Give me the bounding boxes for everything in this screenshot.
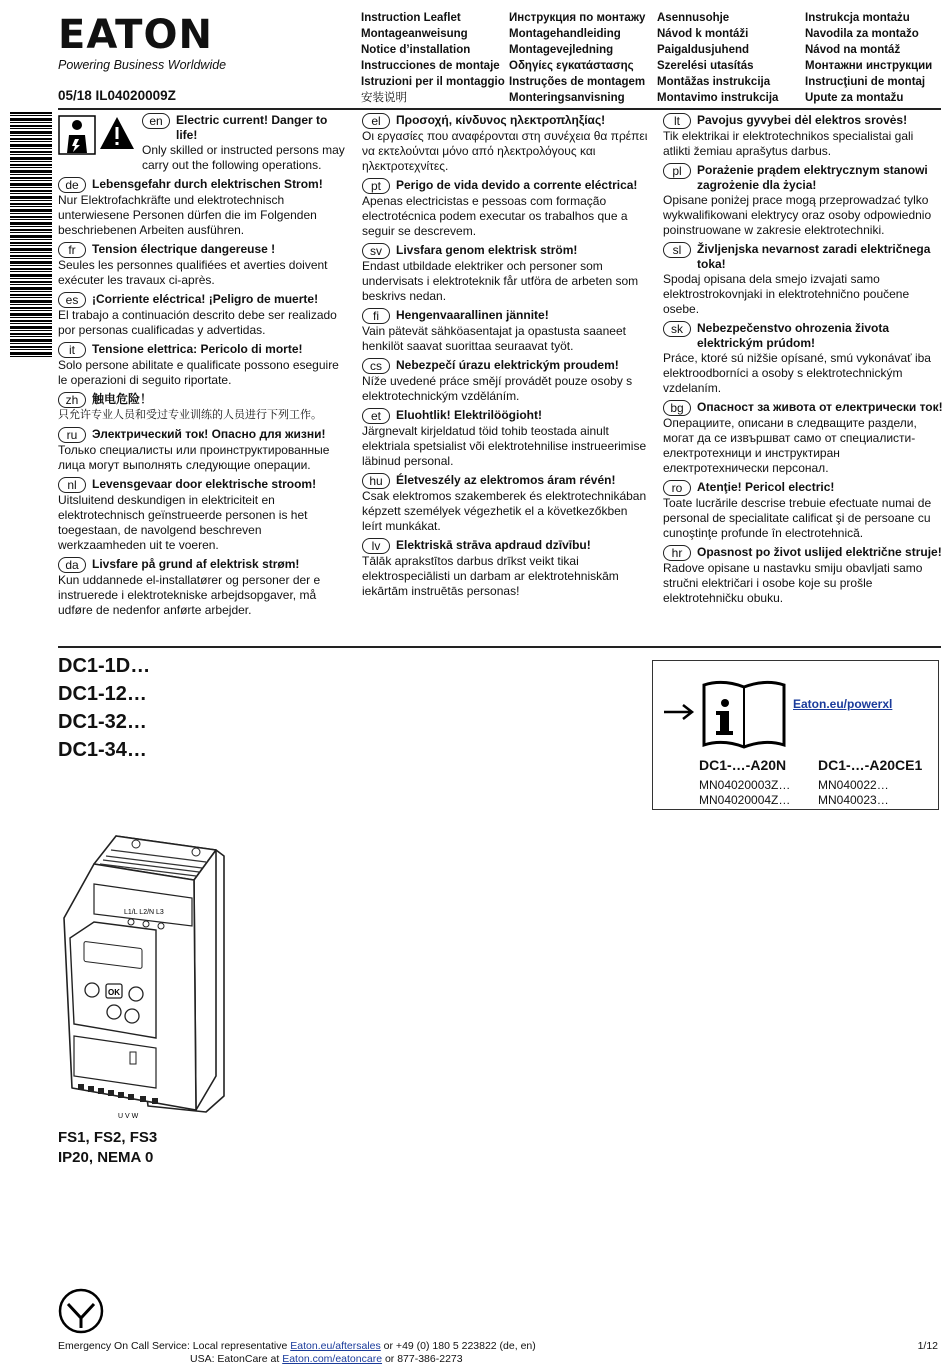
warning-body: Järgnevalt kirjeldatud töid tohib teostada ainult elektriala spetsialist või elektrotehnilise instrueerimise läbinud personal.: [362, 424, 647, 468]
title-column-1: [361, 10, 505, 106]
model-list: [58, 652, 150, 764]
eaton-logo: EATON: [58, 12, 213, 58]
warning-body: Tālāk aprakstītos darbus drīkst veikt tikai elektrospeciālisti un darbam ar elektrotehniskām iekārtām instruētās personas!: [362, 554, 619, 598]
lang-badge-sl: sl: [663, 242, 691, 258]
title-lt: Montavimo instrukcija: [657, 92, 779, 104]
warning-heading: Elektriskā strāva apdraud dzīvību!: [396, 538, 591, 552]
manual-code: MN04020003Z…: [699, 778, 791, 792]
warning-heading: ¡Corriente eléctrica! ¡Peligro de muerte!: [92, 292, 319, 306]
footer-text: or 877-386-2273: [382, 1353, 463, 1365]
lang-badge-zh: zh: [58, 392, 86, 408]
title-zh: 安装说明: [361, 92, 407, 104]
title-pl: Instrukcja montażu: [805, 12, 910, 24]
lang-badge-it: it: [58, 342, 86, 358]
bottom-terminal-labels: U V W: [118, 1113, 139, 1120]
manual-code: MN040022…: [818, 778, 889, 792]
lang-badge-hu: hu: [362, 473, 390, 489]
manual-code: MN04020004Z…: [699, 793, 791, 807]
warning-body: Spodaj opisana dela smejo izvajati samo elektrostrokovnjaki in elektrotehnično poučene osebe.: [663, 272, 910, 316]
warning-column-2: [362, 113, 650, 603]
lang-badge-de: de: [58, 177, 86, 193]
certification-mark-icon: [58, 1288, 104, 1334]
frame-sizes: [58, 1128, 157, 1168]
warning-body: Apenas electricistas e pessoas com formação electrotécnica podem executar os trabalhos que a seguir se descrevem.: [362, 194, 628, 238]
model-item: DC1-12…: [58, 683, 147, 705]
barcode: [10, 112, 52, 358]
lang-badge-hr: hr: [663, 545, 691, 561]
warning-body: Opisane poniżej prace mogą przeprowadzać tylko wykwalifikowani elektrycy oraz osoby odpowiednio poinstruowane w zakresie elektrotechniki.: [663, 193, 932, 237]
title-el: Οδηγίες εγκατάστασης: [509, 60, 634, 72]
header-rule: [58, 108, 941, 110]
warning-heading: 触电危险！: [92, 392, 153, 406]
warning-icons: [58, 115, 136, 173]
warning-fi: [362, 308, 650, 354]
title-hr: Upute za montažu: [805, 92, 904, 104]
variant-title: DC1-…-A20N: [699, 757, 787, 773]
warning-body: Níže uvedené práce smějí provádět pouze osoby s elektrotechnickým vzděláním.: [362, 374, 633, 403]
warning-bg: [663, 400, 943, 476]
warning-sv: [362, 243, 650, 304]
warning-ro: [663, 480, 943, 541]
warning-heading: Электрический ток! Опасно для жизни!: [92, 427, 326, 441]
warning-body: Toate lucrările descrise trebuie efectuate numai de personal de specialitate calificat şi de persoane cu cunoştinţe profunde în electrotehnică.: [663, 496, 932, 540]
title-de: Montageanweisung: [361, 28, 468, 40]
warning-heading: Hengenvaarallinen jännite!: [396, 308, 549, 322]
footer-text: or +49 (0) 180 5 223822 (de, en): [380, 1340, 536, 1352]
warning-body: Tik elektrikai ir elektrotechnikos specialistai gali atlikti žemiau aprašytus darbus.: [663, 129, 914, 158]
warning-nl: [58, 477, 348, 553]
variant-title: DC1-…-A20CE1: [818, 757, 923, 773]
title-column-2: [509, 10, 645, 106]
warning-en: [58, 113, 348, 173]
warning-heading: Nebezpečí úrazu elektrickým proudem!: [396, 358, 619, 372]
lang-badge-lt: lt: [663, 113, 691, 129]
title-hu: Szerelési utasítás: [657, 60, 754, 72]
warning-ru: [58, 427, 348, 473]
warning-lv: [362, 538, 650, 599]
lang-badge-sv: sv: [362, 243, 390, 259]
warning-heading: Nebezpečenstvo ohrozenia života elektrickým prúdom!: [697, 321, 890, 350]
model-item: DC1-34…: [58, 739, 147, 761]
warning-heading: Atenţie! Pericol electric!: [697, 480, 835, 494]
title-it: Istruzioni per il montaggio: [361, 76, 505, 88]
lang-badge-cs: cs: [362, 358, 390, 374]
lang-badge-en: en: [142, 113, 170, 129]
document-number: 05/18 IL04020009Z: [58, 88, 176, 103]
warning-lt: [663, 113, 943, 159]
brand-tagline: Powering Business Worldwide: [58, 58, 227, 72]
warning-heading: Livsfare på grund af elektrisk strøm!: [92, 557, 300, 571]
warning-body: Solo persone abilitate e qualificate possono eseguire le operazioni di seguito riportate.: [58, 358, 339, 387]
title-ro: Instrucţiuni de montaj: [805, 76, 926, 88]
warning-es: [58, 292, 348, 338]
lang-badge-da: da: [58, 557, 86, 573]
warning-hu: [362, 473, 650, 534]
frame-size-text: FS1, FS2, FS3: [58, 1129, 158, 1146]
documentation-box: [652, 660, 939, 810]
title-pt: Instruções de montagem: [509, 76, 646, 88]
model-item: DC1-1D…: [58, 655, 151, 677]
warning-heading: Pavojus gyvybei dėl elektros srovės!: [697, 113, 908, 127]
title-lv: Montāžas instrukcija: [657, 76, 771, 88]
footer: [58, 1340, 946, 1366]
warning-column-3: [663, 113, 943, 610]
ok-key-label: OK: [108, 988, 120, 997]
page-number: 1/12: [917, 1340, 938, 1352]
lang-badge-ro: ro: [663, 480, 691, 496]
warning-body: Vain pätevät sähköasentajat ja opastusta saaneet henkilöt saavat suorittaa seuraavat työt.: [362, 324, 626, 353]
warning-heading: Lebensgefahr durch elektrischen Strom!: [92, 177, 323, 191]
warning-heading: Levensgevaar door elektrische stroom!: [92, 477, 317, 491]
warning-sl: [663, 242, 943, 317]
warning-body: Csak elektromos szakemberek és elektrotechnikában képzett személyek végezhetik el a következőkben leírt munkákat.: [362, 489, 647, 533]
warning-body: Kun uddannede el-installatører og personer der e instruerede i elektrotekniske arbejdsopgaver, må udføre de nedenfor anførte arbejder.: [58, 573, 321, 617]
warning-heading: Tension électrique dangereuse !: [92, 242, 276, 256]
aftersales-link[interactable]: Eaton.eu/aftersales: [290, 1340, 381, 1352]
warning-heading: Opasnost po život uslijed električne struje!: [697, 545, 942, 559]
warning-heading: Tensione elettrica: Pericolo di morte!: [92, 342, 303, 356]
lang-badge-fr: fr: [58, 242, 86, 258]
warning-zh: [58, 392, 348, 423]
eatoncare-link[interactable]: Eaton.com/eatoncare: [282, 1353, 383, 1365]
warning-body: Uitsluitend deskundigen in elektriciteit en elektrotechnisch geïnstrueerde personen is het toegestaan, de navolgend beschreven werkzaamheden uit te voeren.: [58, 493, 308, 552]
warning-heading: Опасност за живота от електрически ток!: [697, 400, 943, 414]
title-en: Instruction Leaflet: [361, 12, 461, 24]
warning-column-1: [58, 113, 348, 622]
warning-it: [58, 342, 348, 388]
title-sv: Monteringsanvisning: [509, 92, 625, 104]
warning-body: Οι εργασίες που αναφέρονται στη συνέχεια θα πρέπει να εκτελούνται μόνο από ηλεκτρολόγους και ηλεκτροτεχνίτες.: [362, 129, 648, 173]
manual-book-icon: [701, 677, 787, 749]
title-nl: Montagehandleiding: [509, 28, 621, 40]
warning-body: Только специалисты или проинструктированные лица могут выполнять следующие операции.: [58, 443, 330, 472]
warning-body: Nur Elektrofachkräfte und elektrotechnisch unterwiesene Personen dürfen die im Folgenden beschriebenen Arbeiten ausführen.: [58, 193, 317, 237]
warning-heading: Életveszély az elektromos áram révén!: [396, 473, 616, 487]
lang-badge-et: et: [362, 408, 390, 424]
warning-body: Práce, ktoré sú nižšie opísané, smú vykonávať iba elektroodborníci a osoby s elektrotechnickým vzdelaním.: [663, 351, 931, 395]
warning-heading: Προσοχή, κίνδυνος ηλεκτροπληξίας!: [396, 113, 606, 127]
warning-heading: Življenjska nevarnost zaradi električnega toka!: [697, 242, 931, 271]
section-rule: [58, 646, 941, 648]
footer-text: USA: EatonCare at: [190, 1353, 283, 1365]
lang-badge-nl: nl: [58, 477, 86, 493]
lang-badge-el: el: [362, 113, 390, 129]
lang-badge-pl: pl: [663, 163, 691, 179]
title-sl: Navodila za montažo: [805, 28, 919, 40]
title-fi: Asennusohje: [657, 12, 730, 24]
lang-badge-ru: ru: [58, 427, 86, 443]
title-cs: Návod k montáži: [657, 28, 749, 40]
brand-block: [58, 14, 238, 72]
title-column-4: [805, 10, 932, 106]
warning-body: Seules les personnes qualifiées et averties doivent exécuter les travaux ci-après.: [58, 258, 328, 287]
warning-heading: Livsfara genom elektrisk ström!: [396, 243, 578, 257]
warning-cs: [362, 358, 650, 404]
warning-heading: Porażenie prądem elektrycznym stanowi zagrożenie dla życia!: [697, 163, 928, 192]
warning-da: [58, 557, 348, 618]
arrow-right-icon: [663, 703, 695, 721]
title-column-3: [657, 10, 778, 106]
warning-body: Операциите, описани в следващите раздели, могат да се извършват само от специалисти-електротехници и инструктиран електротехнически персонал.: [663, 416, 917, 475]
warning-body: Only skilled or instructed persons may carry out the following operations.: [142, 143, 345, 172]
title-da: Montagevejledning: [509, 44, 614, 56]
warning-pl: [663, 163, 943, 238]
warning-body: 只允许专业人员和受过专业训练的人员进行下列工作。: [58, 409, 322, 421]
lang-badge-pt: pt: [362, 178, 390, 194]
lang-badge-bg: bg: [663, 400, 691, 416]
footer-text: Emergency On Call Service: Local representative: [58, 1340, 291, 1352]
warning-hr: [663, 545, 943, 606]
warning-et: [362, 408, 650, 469]
model-item: DC1-32…: [58, 711, 147, 733]
lang-badge-sk: sk: [663, 321, 691, 337]
warning-triangle-icon: [98, 115, 136, 151]
warning-fr: [58, 242, 348, 288]
title-es: Instrucciones de montaje: [361, 60, 500, 72]
documentation-link[interactable]: Eaton.eu/powerxl: [793, 697, 893, 711]
warning-heading: Eluohtlik! Elektrilöögioht!: [396, 408, 542, 422]
warning-body: Radove opisane u nastavku smiju obavljati samo stručni električari i osobe koje su prošle elektrotehničku obuku.: [663, 561, 923, 605]
warning-body: El trabajo a continuación descrito debe ser realizado por personas cualificadas y advertidas.: [58, 308, 337, 337]
warning-pt: [362, 178, 650, 239]
title-et: Paigaldusjuhend: [657, 44, 750, 56]
warning-sk: [663, 321, 943, 396]
title-sk: Návod na montáž: [805, 44, 901, 56]
warning-heading: Perigo de vida devido a corrente eléctrica!: [396, 178, 638, 192]
lang-badge-lv: lv: [362, 538, 390, 554]
lang-badge-fi: fi: [362, 308, 390, 324]
warning-body: Endast utbildade elektriker och personer som undervisats i elektroteknik får utföra de arbeten som beskrivs nedan.: [362, 259, 639, 303]
manual-code: MN040023…: [818, 793, 889, 807]
electrician-icon: [58, 115, 96, 155]
title-fr: Notice d’installation: [361, 44, 471, 56]
warning-heading: Electric current! Danger to life!: [176, 113, 328, 142]
device-illustration: [56, 826, 236, 1122]
title-bg: Монтажни инструкции: [805, 60, 933, 72]
title-ru: Инструкция по монтажу: [509, 12, 646, 24]
top-terminal-labels: L1/L L2/N L3: [124, 909, 164, 916]
warning-de: [58, 177, 348, 238]
lang-badge-es: es: [58, 292, 86, 308]
protection-text: IP20, NEMA 0: [58, 1149, 154, 1166]
warning-el: [362, 113, 650, 174]
